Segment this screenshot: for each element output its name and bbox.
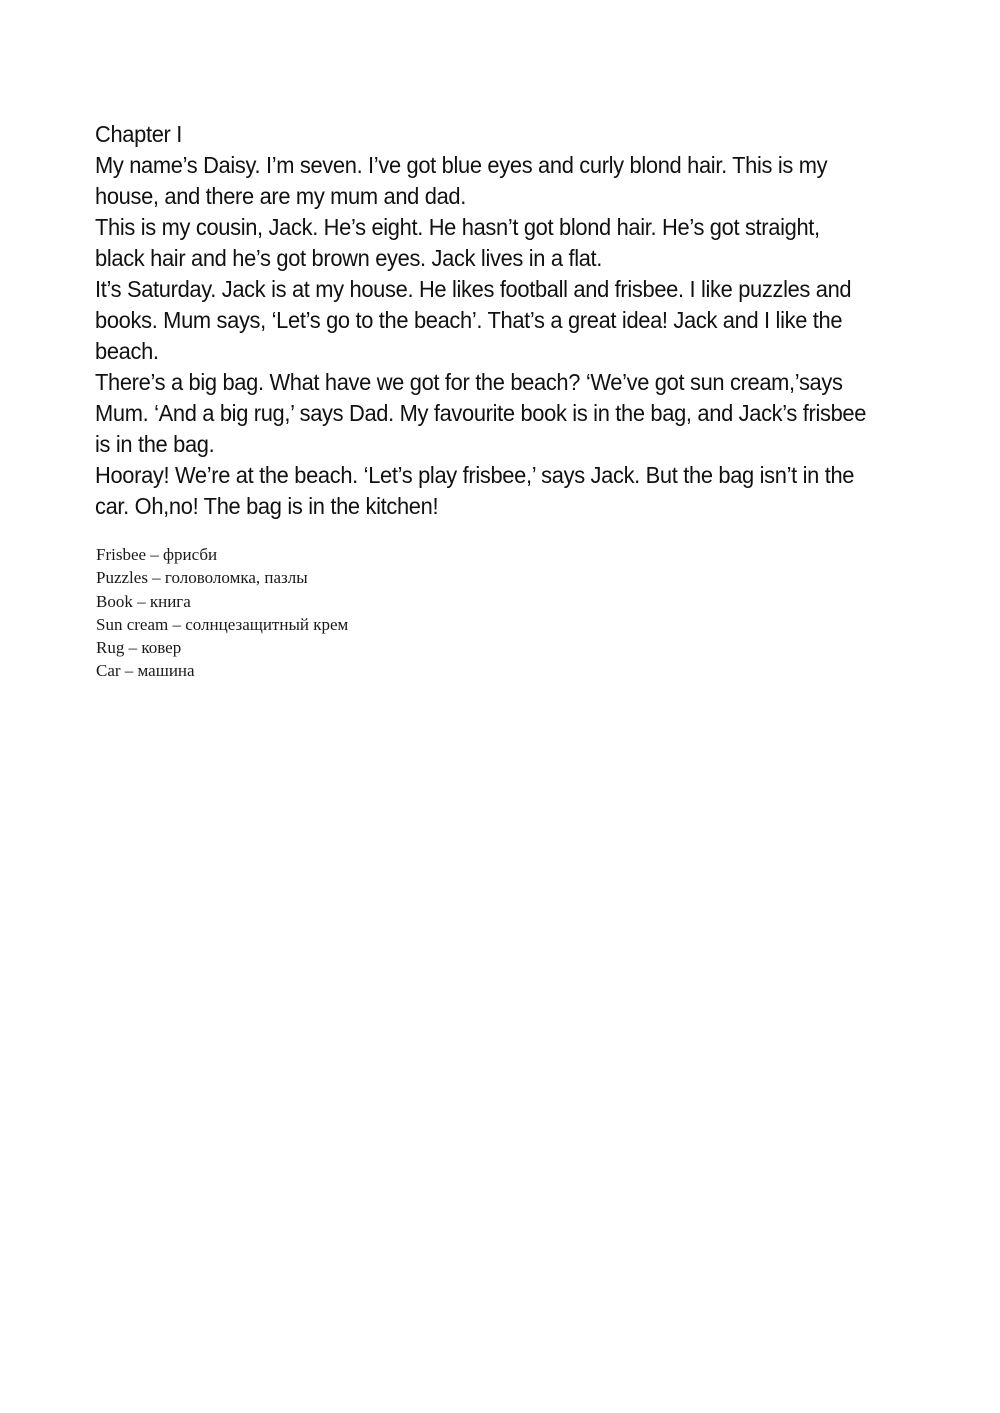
vocabulary-item: Puzzles – головоломка, пазлы <box>96 568 308 588</box>
story-paragraph: Hooray! We’re at the beach. ‘Let’s play frisbee,’ says Jack. But the bag isn’t in the car. Oh,no! The bag is in the kitchen! <box>95 462 855 519</box>
vocabulary-item: Sun cream – солнцезащитный крем <box>96 614 349 634</box>
vocabulary-item: Rug – ковер <box>96 638 182 658</box>
chapter-title: Chapter I <box>95 121 182 147</box>
story-text <box>95 119 867 522</box>
vocabulary-list <box>96 543 348 683</box>
vocabulary-item: Car – машина <box>96 661 195 681</box>
story-paragraph: This is my cousin, Jack. He’s eight. He hasn’t got blond hair. He’s got straight, black hair and he’s got brown eyes. Jack lives in a flat. <box>95 214 820 271</box>
story-paragraph: My name’s Daisy. I’m seven. I’ve got blue eyes and curly blond hair. This is my house, and there are my mum and dad. <box>95 152 828 209</box>
vocabulary-item: Book – книга <box>96 591 191 611</box>
vocabulary-item: Frisbee – фрисби <box>96 545 218 564</box>
story-paragraph: It’s Saturday. Jack is at my house. He likes football and frisbee. I like puzzles and books. Mum says, ‘Let’s go to the beach’. That’s a great idea! Jack and I like the beach. <box>95 276 852 364</box>
story-paragraph: There’s a big bag. What have we got for the beach? ‘We’ve got sun cream,’says Mum. ‘And a big rug,’ says Dad. My favourite book is in the bag, and Jack’s frisbee is in the bag. <box>95 369 867 457</box>
